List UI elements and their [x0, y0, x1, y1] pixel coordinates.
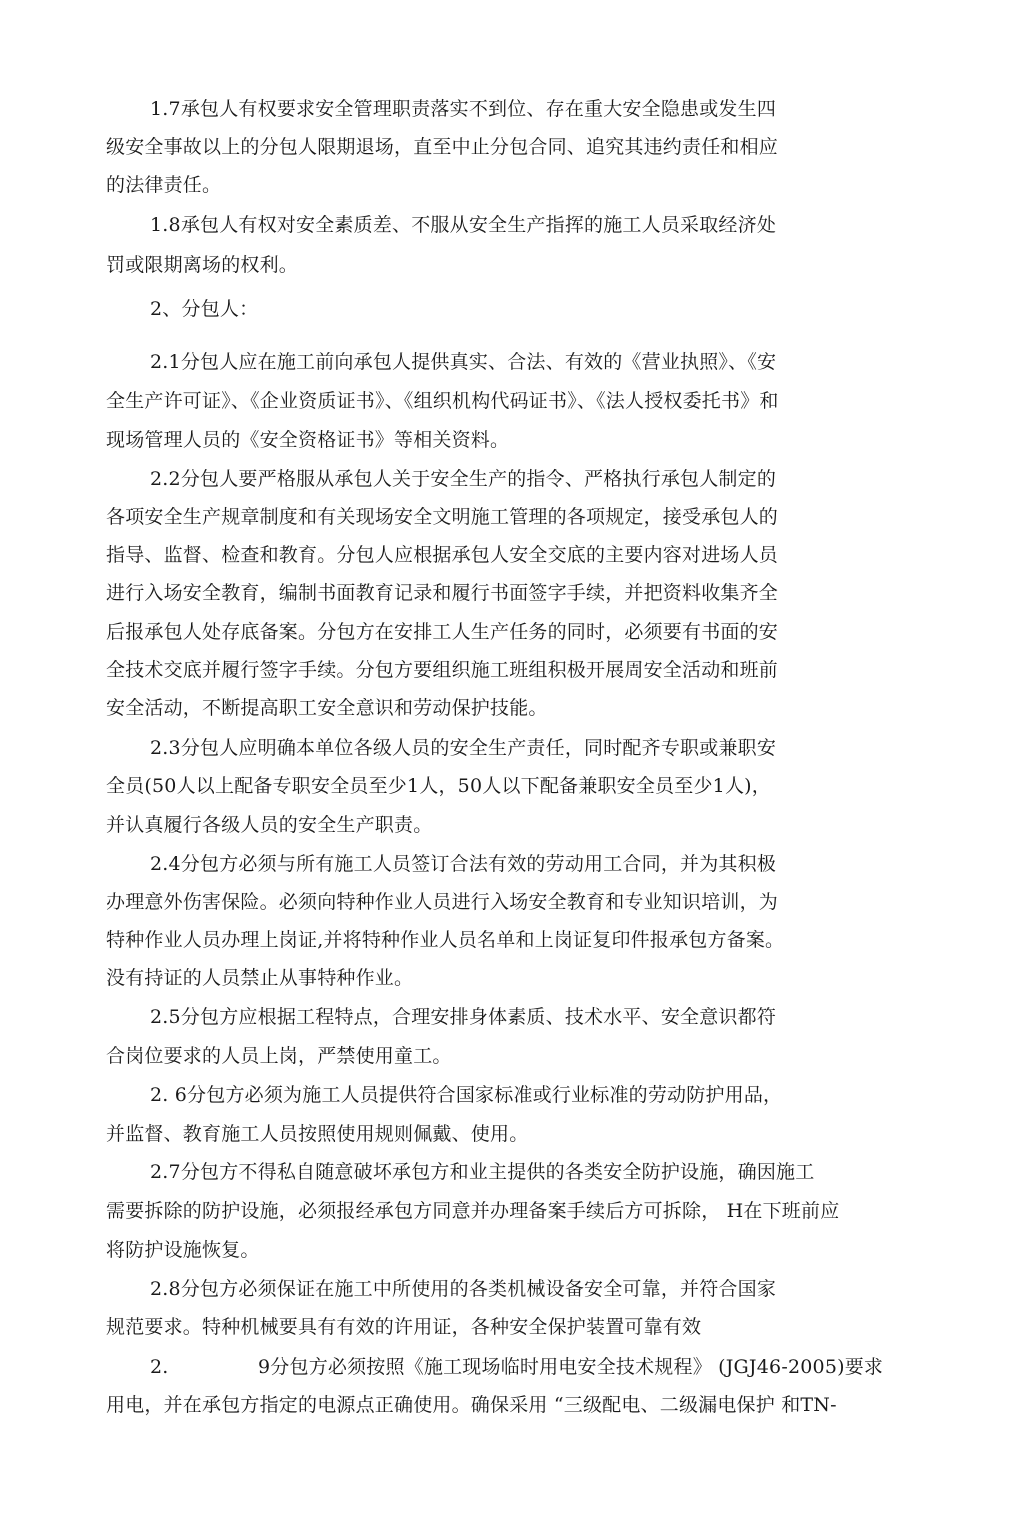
paragraph-line: 办理意外伤害保险。必须向特种作业人员进行入场安全教育和专业知识培训，为 [106, 891, 779, 913]
paragraph-line: 合岗位要求的人员上岗，严禁使用童工。 [106, 1045, 452, 1067]
paragraph-line: 2.5分包方应根据工程特点，合理安排身体素质、技术水平、安全意识都符 [150, 1006, 777, 1028]
paragraph-line: 现场管理人员的《安全资格证书》等相关资料。 [106, 429, 510, 451]
paragraph-line: 全员(50人以上配备专职安全员至少1人，50人以下配备兼职安全员至少1人)， [106, 775, 771, 797]
paragraph-line: 2.2分包人要严格服从承包人关于安全生产的指令、严格执行承包人制定的 [150, 468, 777, 490]
paragraph-line: 安全活动，不断提高职工安全意识和劳动保护技能。 [106, 697, 548, 719]
paragraph-line: 用电，并在承包方指定的电源点正确使用。确保采用 “三级配电、二级漏电保护 和TN- [106, 1394, 837, 1416]
paragraph-line: 2.3分包人应明确本单位各级人员的安全生产责任，同时配齐专职或兼职安 [150, 737, 777, 759]
paragraph-line: 9分包方必须按照《施工现场临时用电安全技术规程》 (JGJ46-2005)要求 [258, 1356, 884, 1378]
paragraph-line: 1.7承包人有权要求安全管理职责落实不到位、存在重大安全隐患或发生四 [150, 98, 777, 120]
paragraph-line: 1.8承包人有权对安全素质差、不服从安全生产指挥的施工人员采取经济处 [150, 214, 777, 236]
paragraph-line: 将防护设施恢复。 [106, 1239, 260, 1261]
paragraph-line: 2.4分包方必须与所有施工人员签订合法有效的劳动用工合同，并为其积极 [150, 853, 777, 875]
paragraph-line: 后报承包人处存底备案。分包方在安排工人生产任务的同时，必须要有书面的安 [106, 621, 779, 643]
paragraph-line: 全生产许可证》、《企业资质证书》、《组织机构代码证书》、《法人授权委托书》和 [106, 390, 779, 412]
paragraph-line: 级安全事故以上的分包人限期退场，直至中止分包合同、追究其违约责任和相应 [106, 136, 779, 158]
paragraph-line: 2.7分包方不得私自随意破坏承包方和业主提供的各类安全防护设施，确因施工 [150, 1161, 815, 1183]
paragraph-line: 并监督、教育施工人员按照使用规则佩戴、使用。 [106, 1123, 529, 1145]
paragraph-line: 规范要求。特种机械要具有有效的许用证，各种安全保护装置可靠有效 [106, 1316, 702, 1338]
paragraph-line: 全技术交底并履行签字手续。分包方要组织施工班组积极开展周安全活动和班前 [106, 659, 779, 681]
paragraph-line: 没有持证的人员禁止从事特种作业。 [106, 967, 414, 989]
section-heading: 2、分包人： [150, 298, 259, 320]
paragraph-line: 2.8分包方必须保证在施工中所使用的各类机械设备安全可靠，并符合国家 [150, 1278, 777, 1300]
paragraph-line: 指导、监督、检查和教育。分包人应根据承包人安全交底的主要内容对进场人员 [106, 544, 779, 566]
paragraph-line: 罚或限期离场的权利。 [106, 254, 299, 276]
paragraph-line: 2. [150, 1356, 169, 1378]
paragraph-line: 2. 6分包方必须为施工人员提供符合国家标准或行业标准的劳动防护用品， [150, 1084, 783, 1106]
paragraph-line: 2.1分包人应在施工前向承包人提供真实、合法、有效的《营业执照》、《安 [150, 351, 777, 373]
paragraph-line: 的法律责任。 [106, 174, 222, 196]
paragraph-line: 并认真履行各级人员的安全生产职责。 [106, 814, 433, 836]
paragraph-line: 各项安全生产规章制度和有关现场安全文明施工管理的各项规定，接受承包人的 [106, 506, 779, 528]
paragraph-line: 需要拆除的防护设施，必须报经承包方同意并办理备案手续后方可拆除， H在下班前应 [106, 1200, 840, 1222]
paragraph-line: 进行入场安全教育，编制书面教育记录和履行书面签字手续，并把资料收集齐全 [106, 582, 779, 604]
paragraph-line: 特种作业人员办理上岗证,并将特种作业人员名单和上岗证复印件报承包方备案。 [106, 929, 785, 951]
